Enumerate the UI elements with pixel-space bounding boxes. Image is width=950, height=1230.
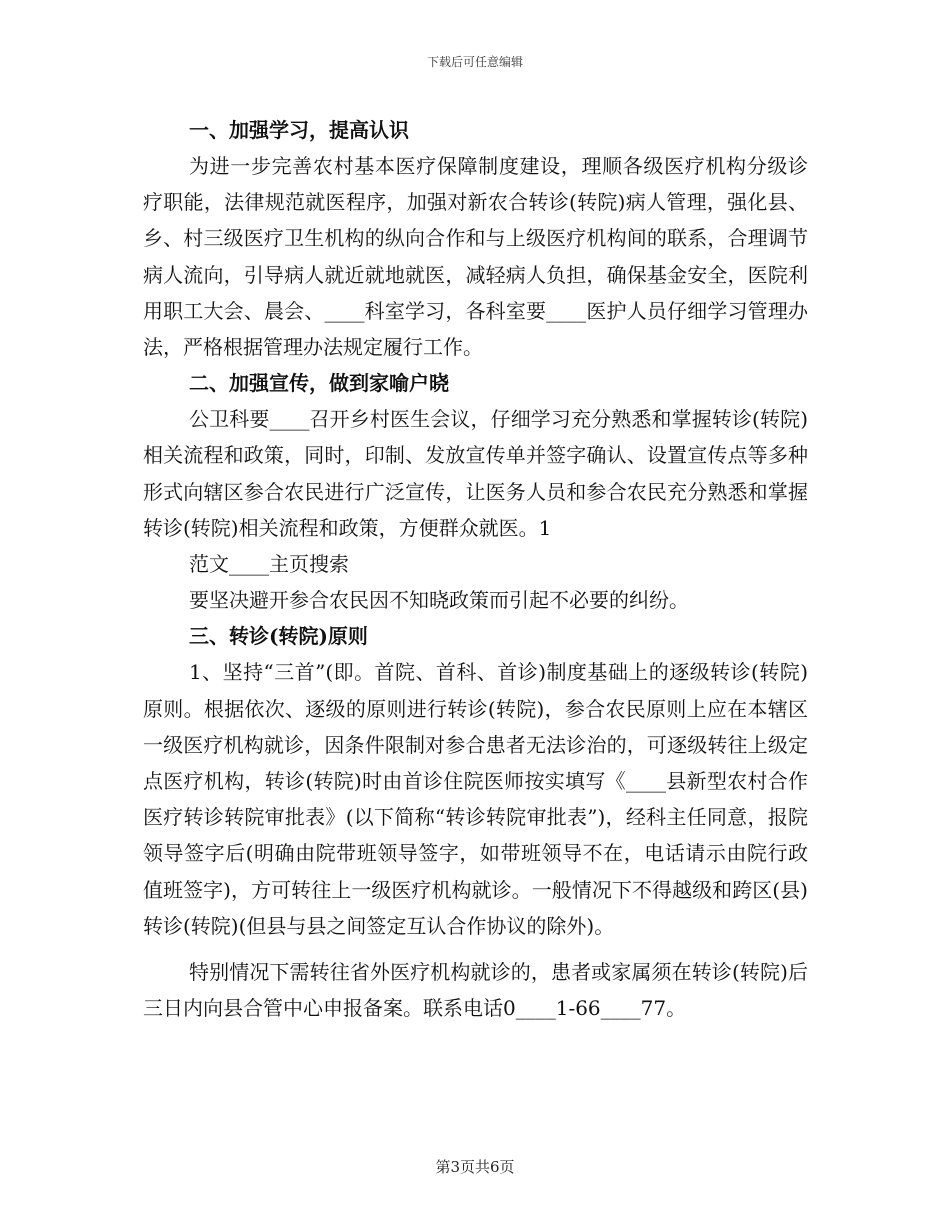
section-3-paragraph-1: 1、坚持“三首”(即。首院、首科、首诊)制度基础上的逐级转诊(转院)原则。根据依次、逐级的原则进行转诊(转院)，参合农民原则上应在本辖区一级医疗机构就诊，因条件限制对参合患者无法诊治的，可逐级转往上级定点医疗机构，转诊(转院)时由首诊住院医师按实填写《____县新型农村合作医疗转诊转院审批表》(以下简称“转诊转院审批表”)，经科主任同意，报院领导签字后(明确由院带班领导签字，如带班领导不在，电话请示由院行政值班签字)，方可转往上一级医疗机构就诊。一般情况下不得越级和跨区(县)转诊(转院)(但县与县之间签定互认合作协议的除外)。 (143, 660, 808, 938)
section-3-paragraph-2: 特别情况下需转往省外医疗机构就诊的，患者或家属须在转诊(转院)后三日内向县合管中心申报备案。联系电话0____1-66____77。 (143, 960, 808, 1021)
page-header: 下载后可任意编辑 (426, 55, 523, 69)
section-2-paragraph-2: 范文____主页搜索 (189, 552, 349, 577)
section-2-paragraph-1: 公卫科要____召开乡村医生会议，仔细学习充分熟悉和掌握转诊(转院)相关流程和政策，同时，印制、发放宣传单并签字确认、设置宣传点等多种形式向辖区参合农民进行广泛宣传，让医务人员和参合农民充分熟悉和掌握转诊(转院)相关流程和政策，方便群众就医。1 (143, 407, 808, 540)
section-heading-1: 一、加强学习，提高认识 (189, 118, 409, 142)
section-heading-3: 三、转诊(转院)原则 (189, 624, 368, 649)
section-2-paragraph-3: 要坚决避开参合农民因不知晓政策而引起不必要的纠纷。 (189, 588, 689, 613)
section-heading-2: 二、加强宣传，做到家喻户晓 (189, 371, 449, 396)
page-footer: 第3页共6页 (435, 1158, 515, 1176)
section-1-paragraph: 为进一步完善农村基本医疗保障制度建设，理顺各级医疗机构分级诊疗职能，法律规范就医程序，加强对新农合转诊(转院)病人管理，强化县、乡、村三级医疗卫生机构的纵向合作和与上级医疗机构间的联系，合理调节病人流向，引导病人就近就地就医，减轻病人负担，确保基金安全，医院利用职工大会、晨会、____科室学习，各科室要____医护人员仔细学习管理办法，严格根据管理办法规定履行工作。 (143, 154, 808, 360)
document-body (143, 112, 808, 1026)
